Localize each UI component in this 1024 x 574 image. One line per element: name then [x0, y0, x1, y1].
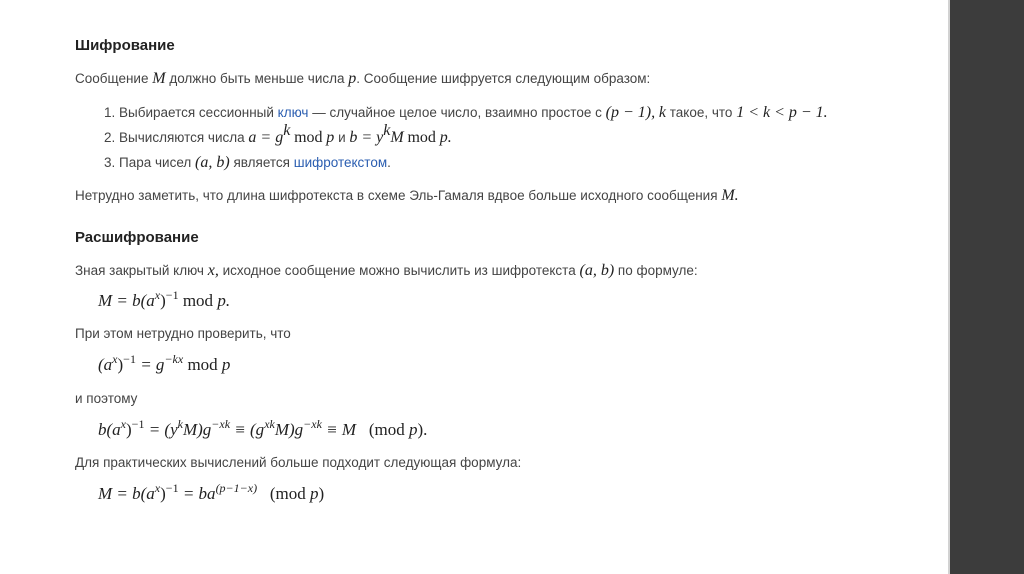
- decryption-intro: Зная закрытый ключ x, исходное сообщение можно вычислить из шифротекста (a, b) по формуле:: [75, 262, 698, 279]
- formula-4: $M = b(a^x)^{-1} = ba^{(p-1-x)}$ (mod p): [98, 481, 325, 503]
- formula-3: $b(a^x)^{-1} = (y^kM)g^{-xk} \equiv (g^{xk}M)g^{-xk} \equiv M$ (mod p).: [98, 417, 428, 439]
- link-key[interactable]: ключ: [277, 105, 309, 120]
- decryption-p2: При этом нетрудно проверить, что: [75, 326, 291, 341]
- encryption-note: Нетрудно заметить, что длина шифротекста в схеме Эль-Гамаля вдвое больше исходного сообщения M.: [75, 187, 739, 204]
- formula-1: $M = b(a^x)^{-1}$ mod p.: [98, 288, 231, 310]
- list-item-1: 1. Выбирается сессионный ключ — случайное целое число, взаимно простое с (p − 1), k такое, что 1 < k < p − 1.: [104, 104, 828, 121]
- link-ciphertext[interactable]: шифротекстом: [293, 155, 388, 170]
- decryption-p3: и поэтому: [75, 391, 138, 406]
- side-panel: [950, 0, 1024, 574]
- formula-2: $(a^x)^{-1} = g^{-kx}$ mod p: [98, 352, 231, 374]
- list-item-2: 2. Вычисляются числа $a = g^k$ mod p и $b = y^kM$ mod p.: [104, 122, 452, 146]
- decryption-heading: Расшифрование: [75, 229, 199, 246]
- list-item-3: 3. Пара чисел (a, b) является шифротекстом.: [104, 154, 391, 171]
- math-p: p: [348, 70, 357, 87]
- encryption-heading: Шифрование: [75, 37, 175, 54]
- math-m: M: [152, 70, 166, 87]
- decryption-p4: Для практических вычислений больше подходит следующая формула:: [75, 455, 522, 470]
- encryption-intro: Сообщение M должно быть меньше числа p. Сообщение шифруется следующим образом:: [75, 70, 651, 87]
